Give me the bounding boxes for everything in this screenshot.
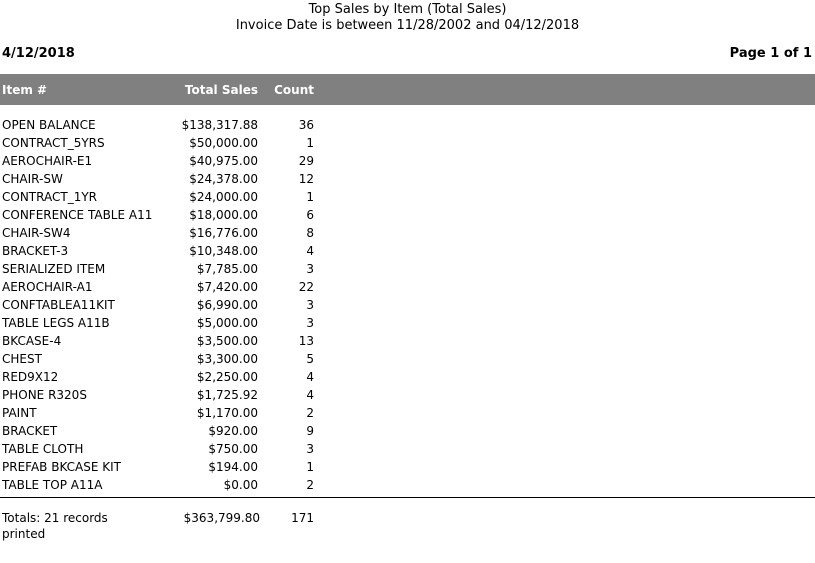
table-row <box>0 207 815 225</box>
count-cell: 9 <box>306 424 314 438</box>
count-cell: 1 <box>306 460 314 474</box>
table-row <box>0 189 815 207</box>
totals-total-sales: $363,799.80 <box>183 511 260 525</box>
count-cell: 29 <box>298 154 314 168</box>
item-number-cell: AEROCHAIR-A1 <box>2 280 93 294</box>
item-number-cell: BKCASE-4 <box>2 334 62 348</box>
count-cell: 3 <box>306 298 314 312</box>
table-row <box>0 279 815 297</box>
table-row <box>0 477 815 495</box>
column-header-bar <box>0 74 815 105</box>
total-sales-cell: $24,000.00 <box>189 190 258 204</box>
item-number-cell: OPEN BALANCE <box>2 118 96 132</box>
item-number-cell: RED9X12 <box>2 370 59 384</box>
totals-label: Totals: 21 records printed <box>2 511 108 541</box>
count-cell: 1 <box>306 136 314 150</box>
total-sales-cell: $24,378.00 <box>189 172 258 186</box>
count-cell: 2 <box>306 406 314 420</box>
count-cell: 3 <box>306 262 314 276</box>
item-number-cell: PHONE R320S <box>2 388 87 402</box>
item-number-cell: CONTRACT_5YRS <box>2 136 105 150</box>
table-row <box>0 225 815 243</box>
item-number-cell: CHAIR-SW <box>2 172 63 186</box>
item-number-cell: TABLE TOP A11A <box>2 478 103 492</box>
table-row <box>0 441 815 459</box>
totals-divider <box>0 497 815 498</box>
count-cell: 2 <box>306 478 314 492</box>
table-row <box>0 153 815 171</box>
count-cell: 4 <box>306 370 314 384</box>
table-row <box>0 261 815 279</box>
print-date: 4/12/2018 <box>2 46 75 61</box>
table-row <box>0 459 815 477</box>
total-sales-cell: $2,250.00 <box>196 370 258 384</box>
item-number-cell: CONTRACT_1YR <box>2 190 97 204</box>
total-sales-cell: $920.00 <box>208 424 258 438</box>
total-sales-cell: $3,300.00 <box>196 352 258 366</box>
report-subtitle: Invoice Date is between 11/28/2002 and 04/12/2018 <box>235 18 580 33</box>
total-sales-cell: $1,170.00 <box>196 406 258 420</box>
count-cell: 3 <box>306 442 314 456</box>
table-row <box>0 297 815 315</box>
count-cell: 12 <box>298 172 314 186</box>
table-row <box>0 117 815 135</box>
count-cell: 36 <box>298 118 314 132</box>
total-sales-cell: $3,500.00 <box>196 334 258 348</box>
item-number-cell: PAINT <box>2 406 37 420</box>
count-cell: 5 <box>306 352 314 366</box>
table-row <box>0 405 815 423</box>
item-number-cell: CHAIR-SW4 <box>2 226 71 240</box>
table-row <box>0 333 815 351</box>
report-title: Top Sales by Item (Total Sales) <box>308 2 507 17</box>
page-number: Page 1 of 1 <box>729 46 812 61</box>
count-cell: 1 <box>306 190 314 204</box>
count-cell: 4 <box>306 388 314 402</box>
table-row <box>0 243 815 261</box>
table-row <box>0 369 815 387</box>
report-rows <box>0 117 815 495</box>
total-sales-cell: $40,975.00 <box>189 154 258 168</box>
total-sales-cell: $7,420.00 <box>196 280 258 294</box>
total-sales-cell: $18,000.00 <box>189 208 258 222</box>
total-sales-cell: $138,317.88 <box>181 118 258 132</box>
total-sales-cell: $7,785.00 <box>196 262 258 276</box>
table-row <box>0 135 815 153</box>
count-cell: 4 <box>306 244 314 258</box>
count-cell: 3 <box>306 316 314 330</box>
count-cell: 13 <box>298 334 314 348</box>
total-sales-cell: $750.00 <box>208 442 258 456</box>
count-cell: 22 <box>298 280 314 294</box>
item-number-cell: PREFAB BKCASE KIT <box>2 460 121 474</box>
count-cell: 8 <box>306 226 314 240</box>
table-row <box>0 387 815 405</box>
table-row <box>0 423 815 441</box>
total-sales-cell: $10,348.00 <box>189 244 258 258</box>
item-number-cell: BRACKET <box>2 424 58 438</box>
total-sales-cell: $0.00 <box>223 478 258 492</box>
total-sales-cell: $50,000.00 <box>189 136 258 150</box>
column-header-count: Count <box>274 83 314 97</box>
item-number-cell: TABLE CLOTH <box>2 442 84 456</box>
total-sales-cell: $6,990.00 <box>196 298 258 312</box>
total-sales-cell: $5,000.00 <box>196 316 258 330</box>
total-sales-cell: $1,725.92 <box>196 388 258 402</box>
item-number-cell: CHEST <box>2 352 42 366</box>
item-number-cell: AEROCHAIR-E1 <box>2 154 93 168</box>
total-sales-cell: $194.00 <box>208 460 258 474</box>
column-header-item: Item # <box>2 83 48 97</box>
item-number-cell: TABLE LEGS A11B <box>2 316 110 330</box>
table-row <box>0 171 815 189</box>
totals-count: 171 <box>291 511 314 525</box>
table-row <box>0 351 815 369</box>
count-cell: 6 <box>306 208 314 222</box>
item-number-cell: CONFERENCE TABLE A11 <box>2 208 153 222</box>
item-number-cell: SERIALIZED ITEM <box>2 262 106 276</box>
column-header-total-sales: Total Sales <box>184 83 258 97</box>
item-number-cell: BRACKET-3 <box>2 244 69 258</box>
total-sales-cell: $16,776.00 <box>189 226 258 240</box>
report-header-row <box>0 46 815 62</box>
item-number-cell: CONFTABLEA11KIT <box>2 298 115 312</box>
table-row <box>0 315 815 333</box>
